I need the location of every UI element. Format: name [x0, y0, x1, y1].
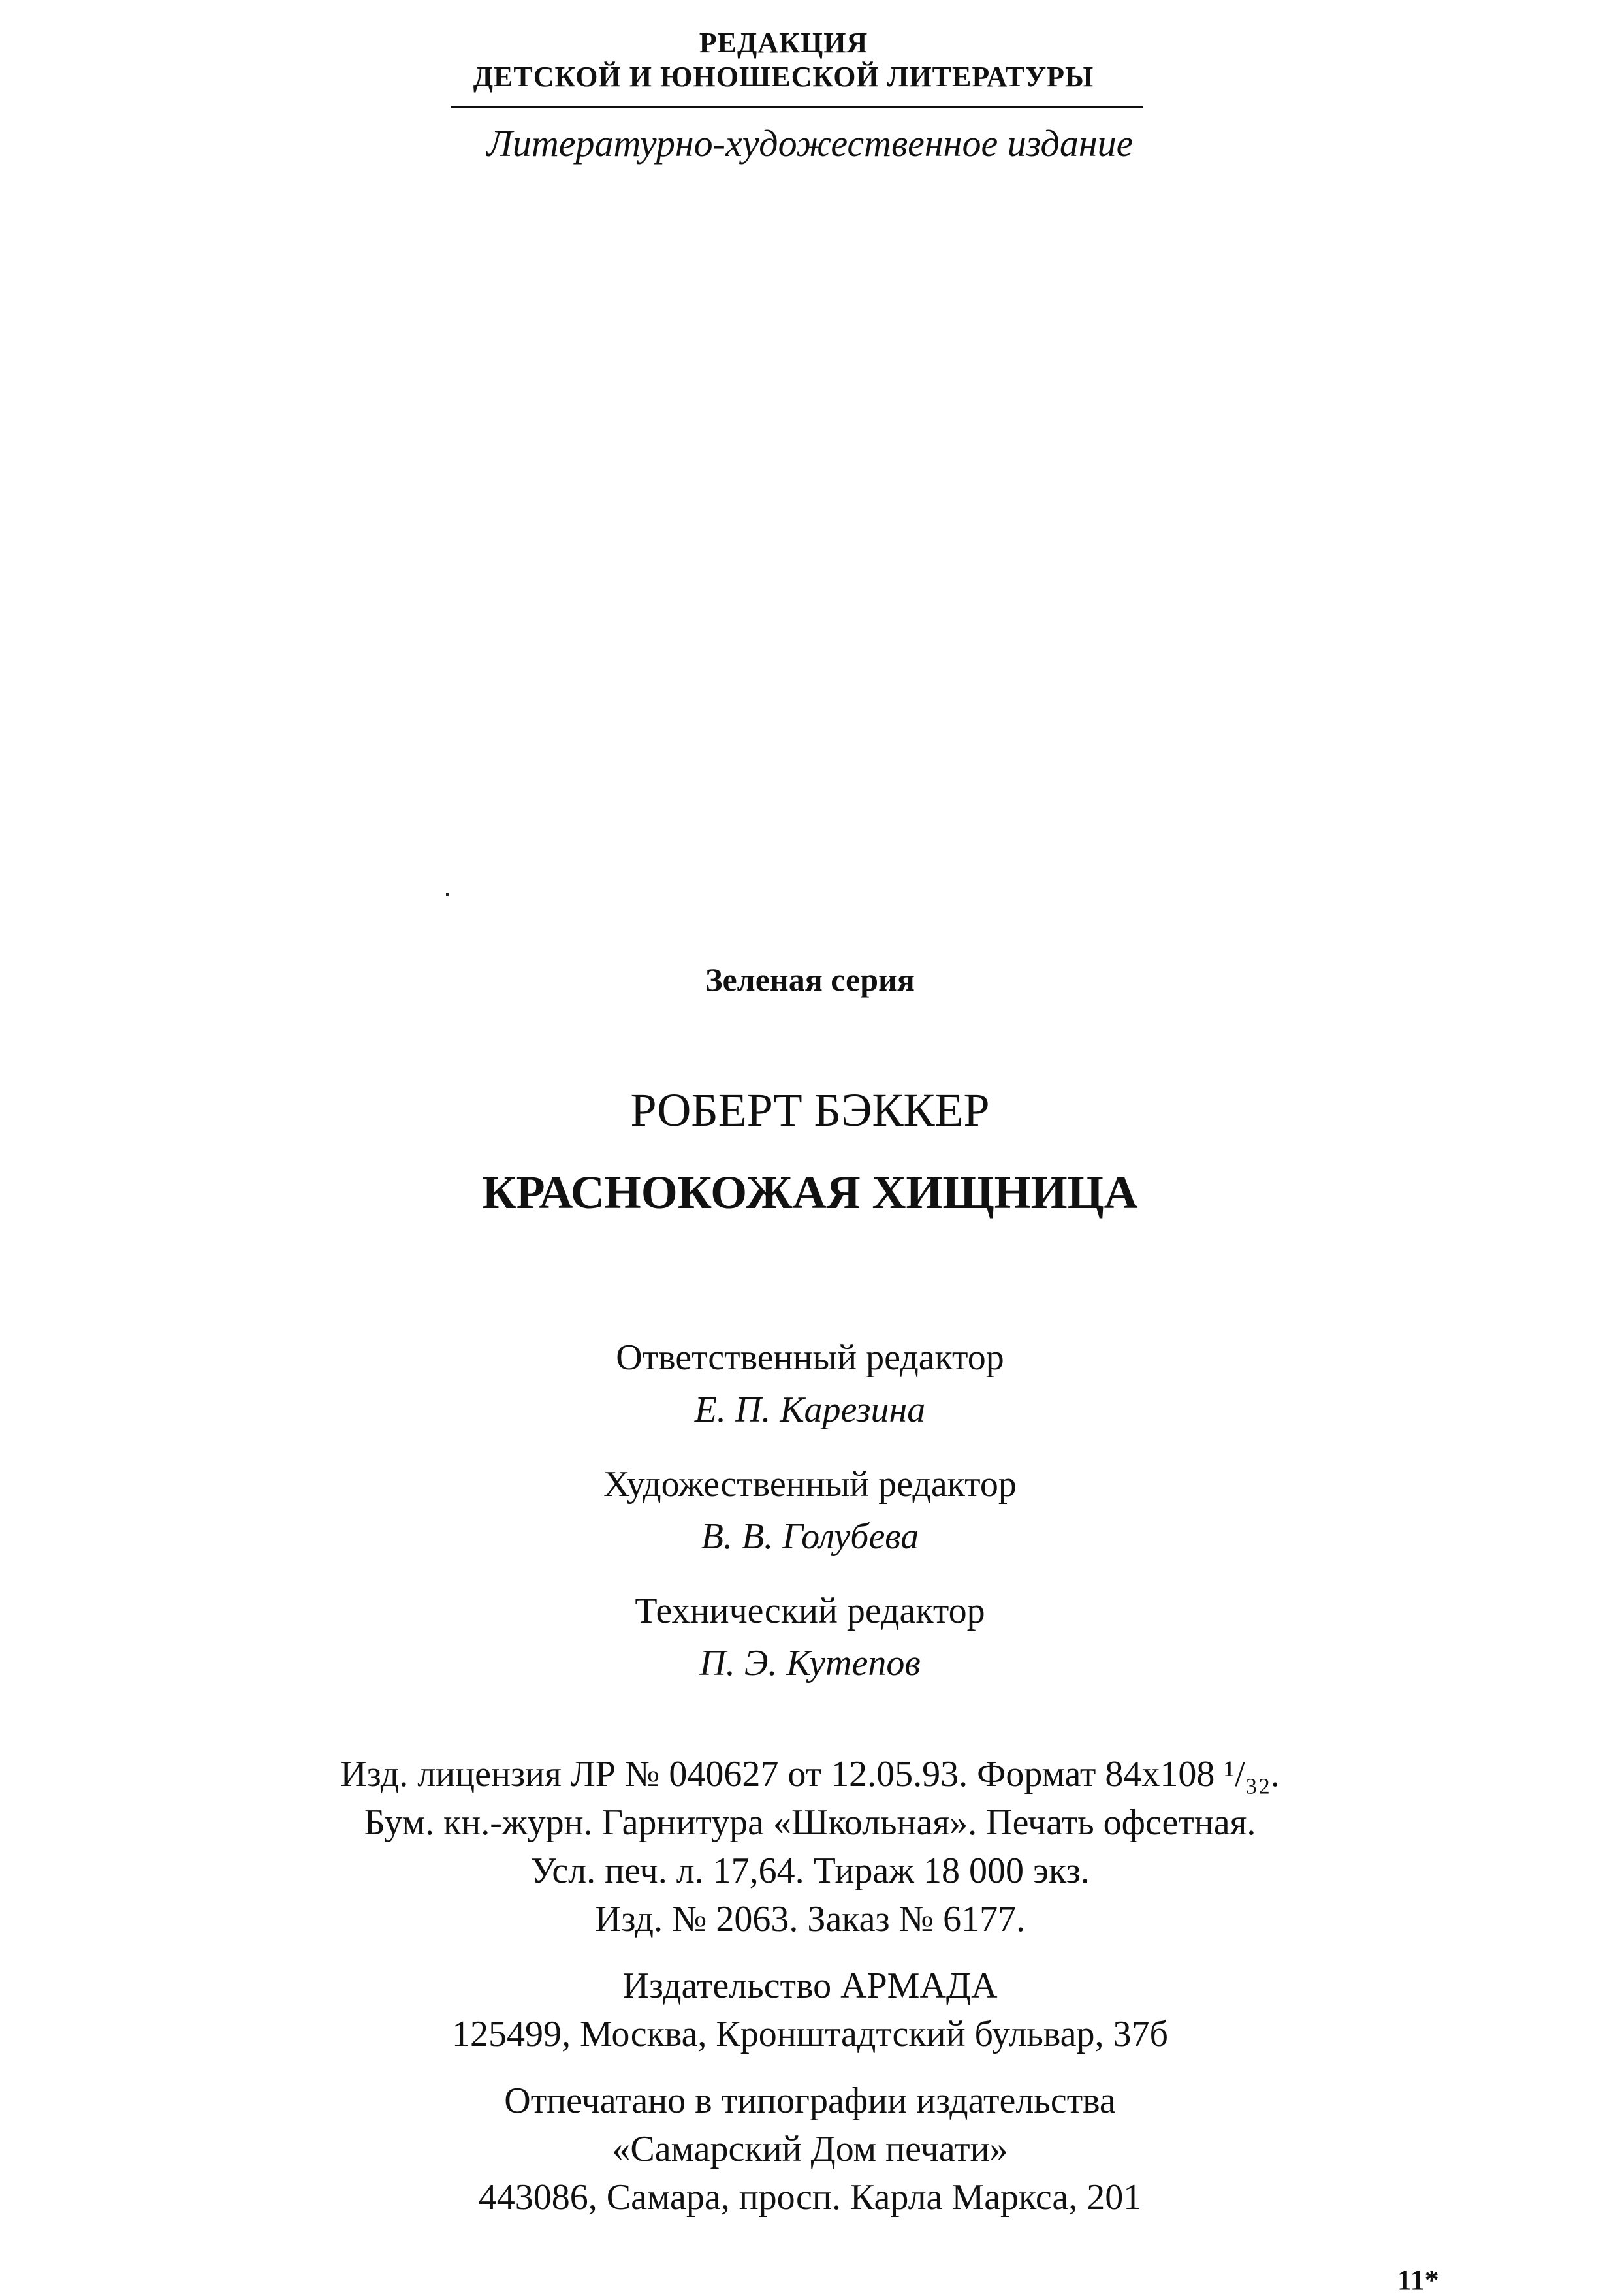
header-line-1: РЕДАКЦИЯ — [699, 27, 868, 59]
printer-line-2: «Самарский Дом печати» — [612, 2129, 1008, 2169]
colophon — [0, 1750, 1620, 2240]
credit-name: Е. П. Карезина — [694, 1390, 926, 1430]
publisher-name: Издательство АРМАДА — [622, 1966, 998, 2006]
credit-role: Технический редактор — [635, 1591, 985, 1631]
credit-role: Художественный редактор — [603, 1464, 1017, 1505]
print-spec-line: Изд. № 2063. Заказ № 6177. — [594, 1899, 1026, 1939]
printer-address: 443086, Самара, просп. Карла Маркса, 201 — [478, 2177, 1142, 2218]
book-title: КРАСНОКОЖАЯ ХИЩНИЦА — [482, 1166, 1138, 1219]
header-line-2: ДЕТСКОЙ И ЮНОШЕСКОЙ ЛИТЕРАТУРЫ — [473, 61, 1094, 93]
print-speck — [446, 893, 449, 896]
credit-role: Ответственный редактор — [616, 1337, 1004, 1378]
page-number: 11* — [1397, 2264, 1439, 2296]
editorial-header — [431, 26, 1136, 94]
print-spec-line: Изд. лицензия ЛР № 040627 от 12.05.93. Формат 84х108 ¹/₃₂. — [340, 1754, 1280, 1794]
credit-responsible-editor — [0, 1332, 1620, 1437]
printer-info — [0, 2077, 1620, 2222]
credits-block — [0, 1332, 1620, 1712]
print-specs — [0, 1750, 1620, 1943]
print-spec-line: Усл. печ. л. 17,64. Тираж 18 000 экз. — [530, 1851, 1090, 1891]
imprint-type: Литературно-художественное издание — [486, 122, 1134, 165]
credit-technical-editor — [0, 1586, 1620, 1690]
header-divider — [451, 106, 1143, 108]
credit-name: П. Э. Кутепов — [699, 1643, 921, 1683]
print-spec-line: Бум. кн.-журн. Гарнитура «Школьная». Печать офсетная. — [364, 1802, 1256, 1843]
publisher-info — [0, 1962, 1620, 2058]
series-name: Зеленая серия — [705, 961, 915, 998]
book-author: РОБЕРТ БЭККЕР — [630, 1084, 990, 1136]
credit-art-editor — [0, 1459, 1620, 1563]
publisher-address: 125499, Москва, Кронштадтский бульвар, 37б — [452, 2014, 1168, 2054]
printer-line-1: Отпечатано в типографии издательства — [504, 2081, 1116, 2121]
credit-name: В. В. Голубева — [701, 1516, 919, 1557]
